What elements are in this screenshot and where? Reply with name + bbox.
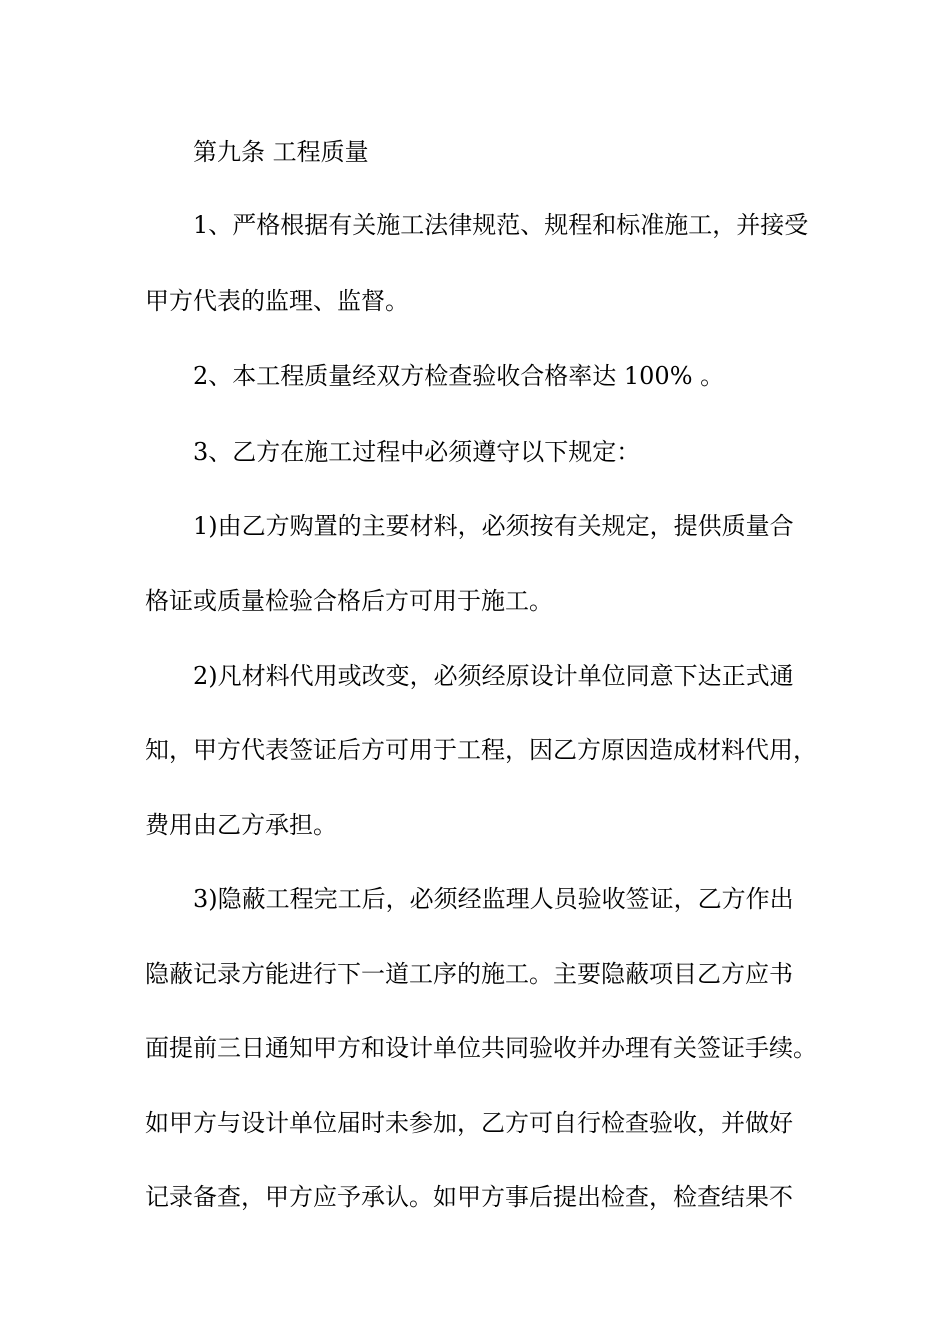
paragraph-line: 2、本工程质量经双方检查验收合格率达 100% 。 xyxy=(193,362,725,390)
paragraph-line: 格证或质量检验合格后方可用于施工。 xyxy=(145,587,553,615)
section-heading: 第九条 工程质量 xyxy=(193,138,369,166)
paragraph-line: 3、乙方在施工过程中必须遵守以下规定： xyxy=(193,438,641,466)
paragraph-line: 2)凡材料代用或改变，必须经原设计单位同意下达正式通 xyxy=(193,662,794,690)
paragraph-line: 3)隐蔽工程完工后，必须经监理人员验收签证，乙方作出 xyxy=(193,885,794,913)
paragraph-line: 记录备查，甲方应予承认。如甲方事后提出检查，检查结果不 xyxy=(145,1183,793,1211)
paragraph-line: 知，甲方代表签证后方可用于工程，因乙方原因造成材料代用， xyxy=(145,736,817,764)
paragraph-line: 如甲方与设计单位届时未参加，乙方可自行检查验收，并做好 xyxy=(145,1109,793,1137)
paragraph-line: 甲方代表的监理、监督。 xyxy=(145,287,409,315)
paragraph-line: 1、严格根据有关施工法律规范、规程和标准施工，并接受 xyxy=(193,211,809,239)
paragraph-line: 费用由乙方承担。 xyxy=(145,811,337,839)
paragraph-line: 隐蔽记录方能进行下一道工序的施工。主要隐蔽项目乙方应书 xyxy=(145,960,793,988)
paragraph-line: 面提前三日通知甲方和设计单位共同验收并办理有关签证手续。 xyxy=(145,1034,817,1062)
paragraph-line: 1)由乙方购置的主要材料，必须按有关规定，提供质量合 xyxy=(193,512,794,540)
